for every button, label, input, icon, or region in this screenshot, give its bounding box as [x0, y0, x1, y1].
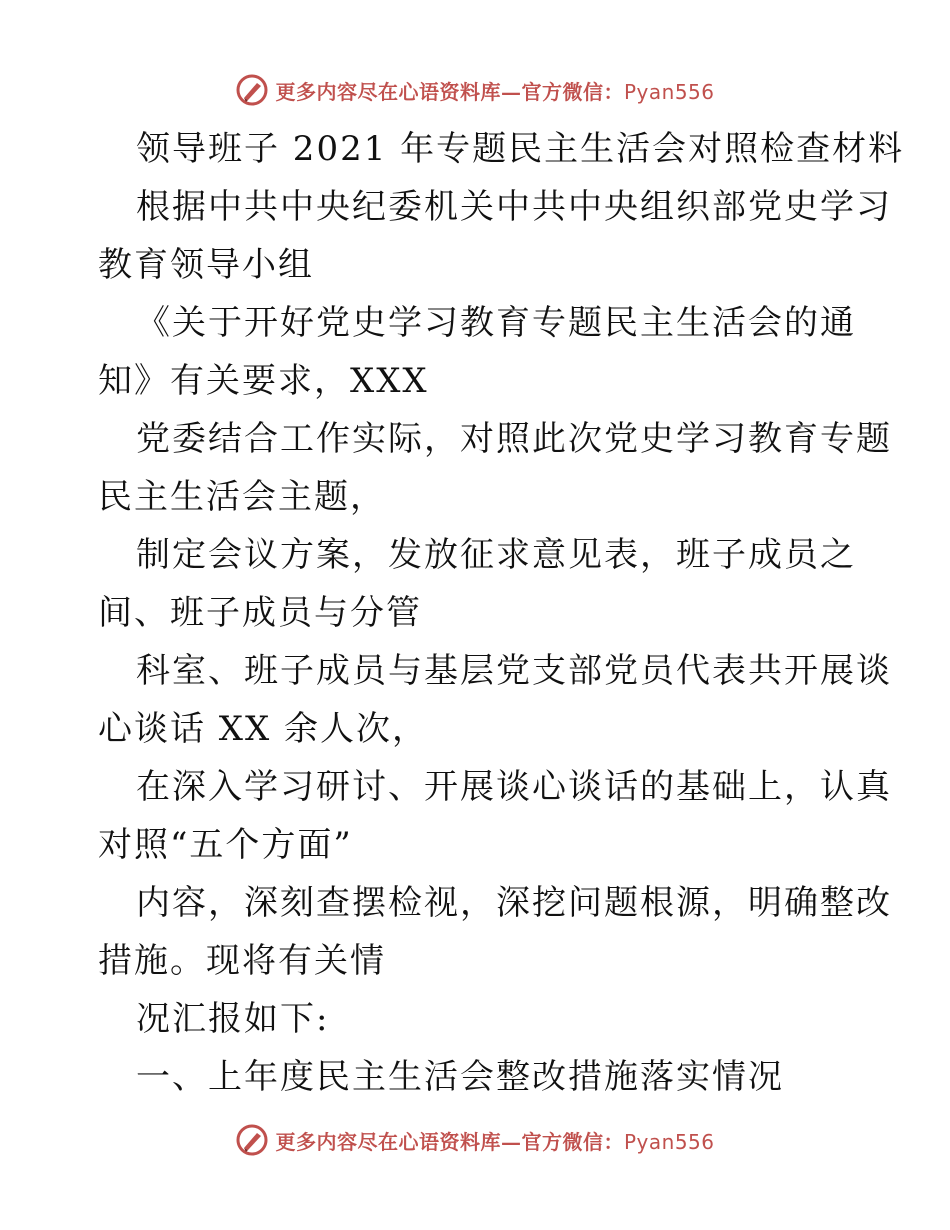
header-banner-text: 更多内容尽在心语资料库—官方微信：Pyan556 — [275, 79, 715, 104]
footer-banner-text: 更多内容尽在心语资料库—官方微信：Pyan556 — [275, 1129, 715, 1154]
section-heading: 一、上年度民主生活会整改措施落实情况 — [136, 1057, 784, 1097]
paragraph-line: 制定会议方案，发放征求意见表，班子成员之 — [136, 535, 856, 575]
paragraph-line: 教育领导小组 — [98, 245, 314, 285]
paragraph-line: 间、班子成员与分管 — [98, 593, 422, 633]
paragraph-line: 况汇报如下: — [136, 999, 330, 1039]
paragraph-line: 根据中共中央纪委机关中共中央组织部党史学习 — [136, 187, 892, 227]
header-wechat-id: Pyan556 — [623, 79, 715, 104]
header-banner — [0, 70, 950, 110]
document-title: 领导班子 2021 年专题民主生活会对照检查材料 — [136, 129, 905, 169]
pen-logo-icon — [235, 73, 269, 107]
paragraph-line: 措施。现将有关情 — [98, 941, 386, 981]
paragraph-line: 内容，深刻查摆检视，深挖问题根源，明确整改 — [136, 883, 892, 923]
paragraph-line: 心谈话 XX 余人次， — [98, 709, 429, 749]
paragraph-line: 在深入学习研讨、开展谈心谈话的基础上，认真 — [136, 767, 892, 807]
pen-logo-icon — [235, 1123, 269, 1157]
document-body — [98, 120, 905, 1106]
footer-wechat-id: Pyan556 — [623, 1129, 715, 1154]
paragraph-line: 知》有关要求，XXX — [98, 361, 429, 401]
paragraph-line: 科室、班子成员与基层党支部党员代表共开展谈 — [136, 651, 892, 691]
paragraph-line: 对照“五个方面” — [98, 825, 353, 865]
paragraph-line: 党委结合工作实际，对照此次党史学习教育专题 — [136, 419, 892, 459]
paragraph-line: 《关于开好党史学习教育专题民主生活会的通 — [136, 303, 856, 343]
paragraph-line: 民主生活会主题， — [98, 477, 386, 517]
footer-banner — [0, 1120, 950, 1160]
